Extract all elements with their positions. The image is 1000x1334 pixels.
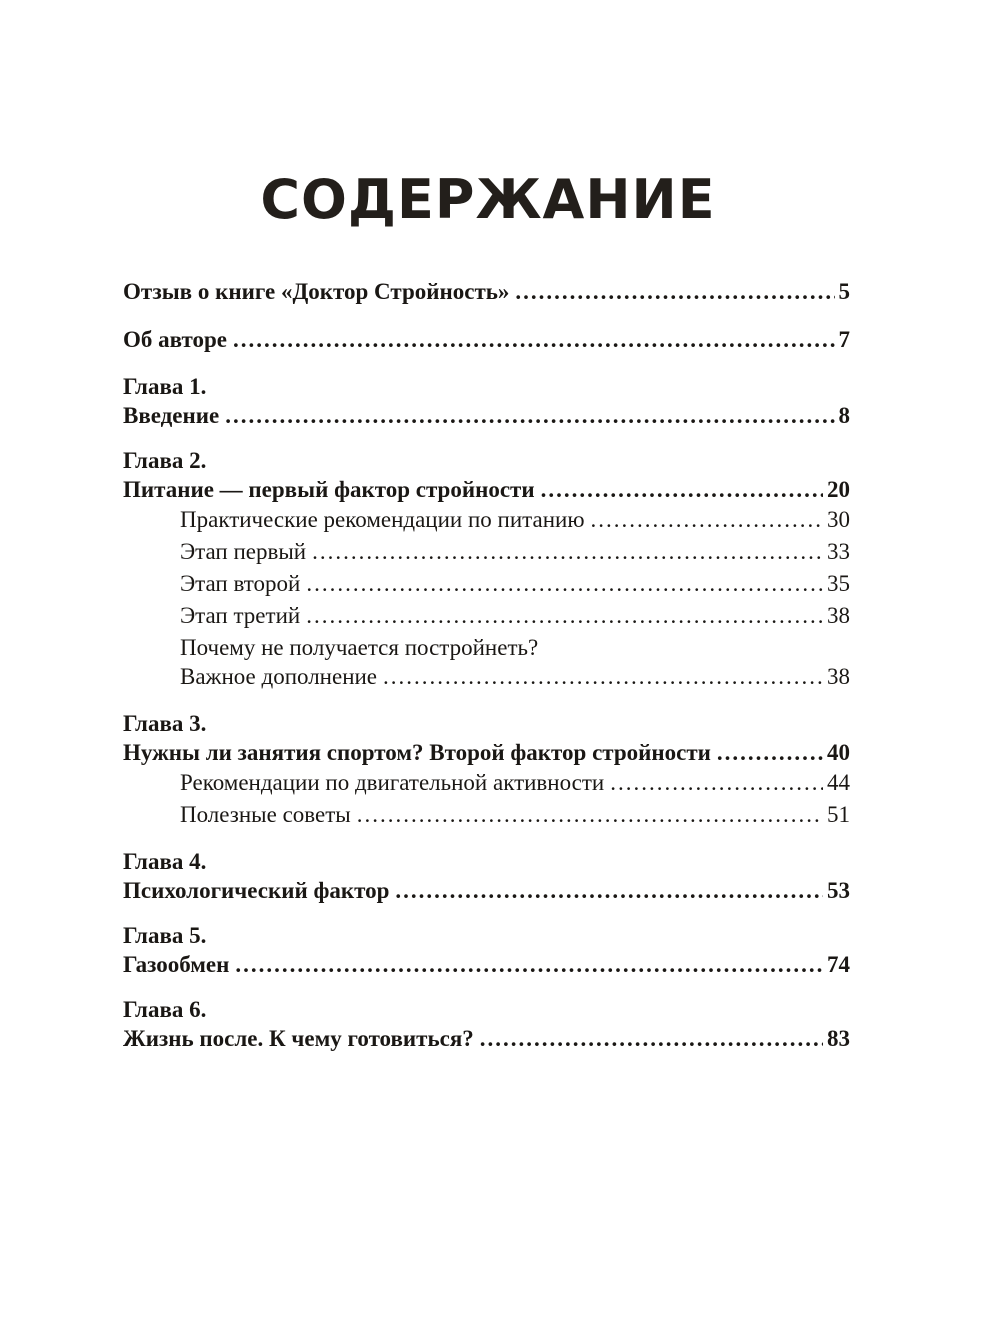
toc-entry-text: Нужны ли занятия спортом? Второй фактор стройности (123, 740, 711, 765)
toc-entry-text: Практические рекомендации по питанию (180, 507, 585, 532)
toc-entry-chapter-2[interactable] (123, 475, 850, 504)
dot-leader (717, 738, 823, 767)
toc-entry-chapter-4[interactable] (123, 876, 850, 905)
toc-entry-text: Этап второй (180, 571, 301, 596)
chapter-4-label: Глава 4. (123, 849, 207, 874)
dot-leader (235, 950, 823, 979)
toc-entry-text: Жизнь после. К чему готовиться? (123, 1026, 474, 1051)
toc-page-number: 20 (827, 477, 850, 502)
toc-entry-text: Этап первый (180, 539, 307, 564)
toc-page-number: 30 (827, 507, 850, 532)
chapter-1-label: Глава 1. (123, 374, 207, 399)
toc-page-number: 53 (827, 878, 850, 903)
dot-leader (515, 276, 834, 308)
toc-entry-text: Психологический фактор (123, 878, 390, 903)
toc-page-number: 33 (827, 539, 850, 564)
dot-leader (225, 401, 834, 430)
toc-entry-text: Введение (123, 403, 220, 428)
toc-entry-chapter-5[interactable] (123, 950, 850, 979)
toc-entry-author[interactable] (123, 324, 850, 356)
toc-subentry[interactable] (123, 536, 850, 568)
toc-page-number: 38 (827, 664, 850, 689)
chapter-6-label: Глава 6. (123, 997, 207, 1022)
toc-entry-text: Питание — первый фактор стройности (123, 477, 535, 502)
dot-leader (480, 1024, 823, 1053)
toc-page-number: 44 (827, 770, 850, 795)
toc-subentry[interactable] (123, 600, 850, 632)
dot-leader (312, 536, 823, 568)
toc-entry-chapter-1[interactable] (123, 401, 850, 430)
toc-page-number: 38 (827, 603, 850, 628)
dot-leader (541, 475, 823, 504)
table-of-contents (123, 276, 850, 1053)
toc-entry-text: Газообмен (123, 952, 230, 977)
dot-leader (591, 504, 824, 536)
toc-entry-chapter-3[interactable] (123, 738, 850, 767)
toc-page-number: 8 (838, 403, 850, 428)
toc-entry-text: Важное дополнение (180, 664, 378, 689)
toc-subentry[interactable] (123, 568, 850, 600)
dot-leader (233, 324, 835, 356)
dot-leader (357, 799, 823, 831)
toc-page-number: 7 (838, 327, 850, 352)
toc-page-number: 83 (827, 1026, 850, 1051)
toc-entry-review[interactable] (123, 276, 850, 308)
chapter-5-label: Глава 5. (123, 923, 207, 948)
toc-page-number: 51 (827, 802, 850, 827)
page-title: СОДЕРЖАНИЕ (260, 168, 716, 231)
toc-entry-text: Рекомендации по двигательной активности (180, 770, 605, 795)
toc-page-number: 40 (827, 740, 850, 765)
dot-leader (306, 568, 823, 600)
dot-leader (610, 767, 823, 799)
toc-entry-text: Отзыв о книге «Доктор Стройность» (123, 279, 510, 304)
toc-entry-chapter-6[interactable] (123, 1024, 850, 1053)
toc-entry-text: Этап третий (180, 603, 301, 628)
toc-page-number: 5 (838, 279, 850, 304)
toc-page-number: 74 (827, 952, 850, 977)
dot-leader (395, 876, 823, 905)
toc-subentry[interactable] (123, 799, 850, 831)
dot-leader (383, 661, 823, 693)
toc-subentry[interactable] (123, 767, 850, 799)
toc-entry-text: Об авторе (123, 327, 227, 352)
toc-subentry[interactable] (123, 661, 850, 693)
toc-page-number: 35 (827, 571, 850, 596)
chapter-3-label: Глава 3. (123, 711, 207, 736)
chapter-2-label: Глава 2. (123, 448, 207, 473)
dot-leader (306, 600, 823, 632)
toc-subentry[interactable] (123, 504, 850, 536)
toc-entry-text: Полезные советы (180, 802, 351, 827)
toc-subentry-line[interactable]: Почему не получается постройнеть? (180, 635, 539, 660)
